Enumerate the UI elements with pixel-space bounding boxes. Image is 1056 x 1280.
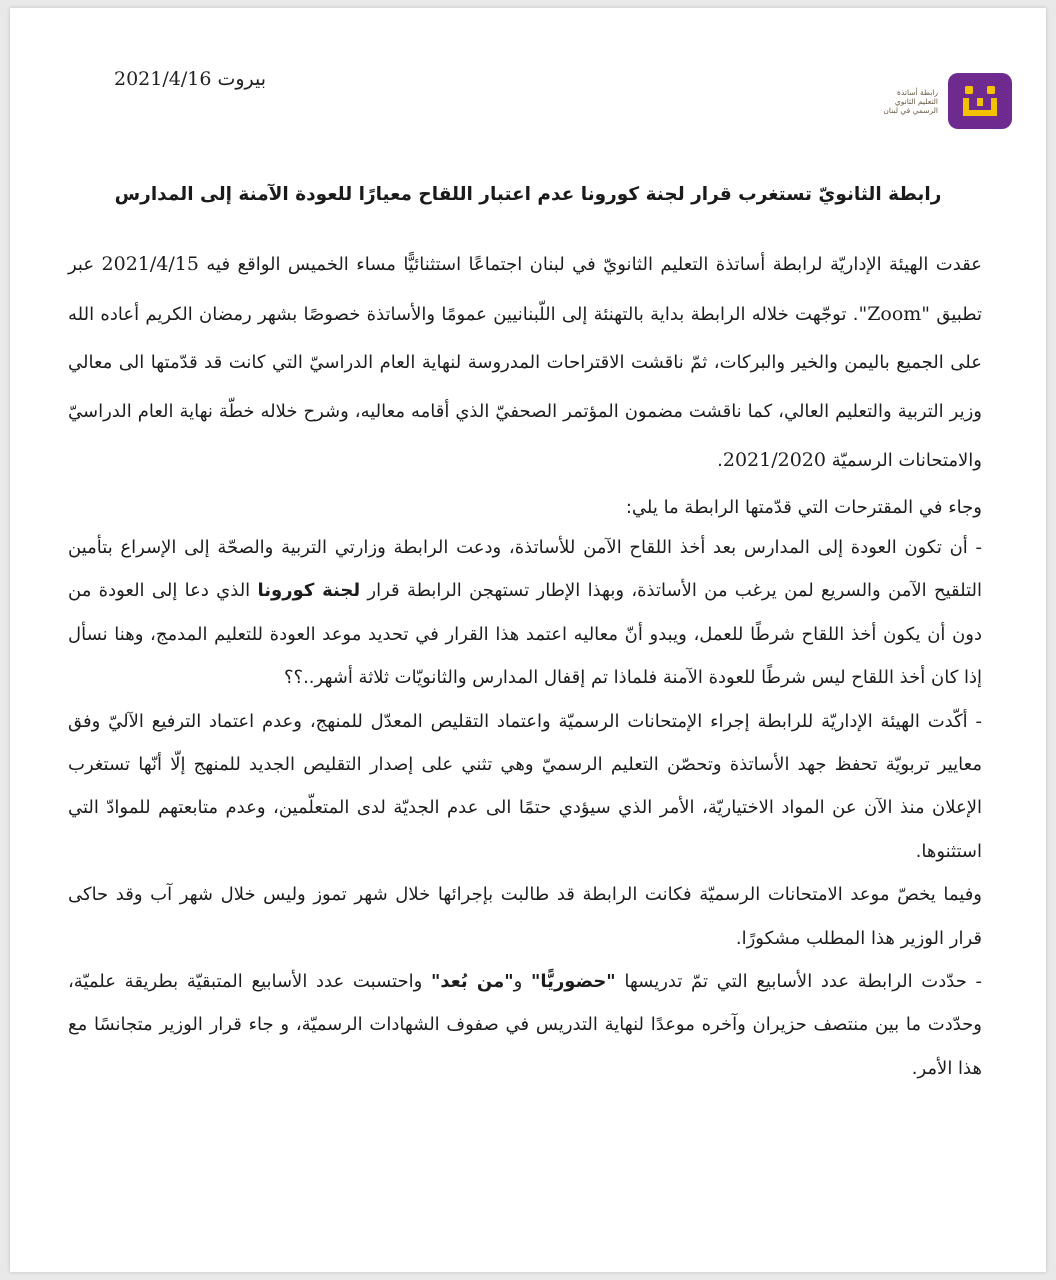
intro-text-3: . توجّهت خلاله الرابطة بداية بالتهنئة إلى اللّبنانيين عمومًا والأساتذة خصوصًا بشهر رمضان الكريم أعاده الله على الجميع باليمن والخير والبركات، ثمّ ناقشت الاقتراحات المدروسة لنهاية العام الدراسيّ التي كانت قد قدّمتها الى معالي وزير التربية والتعليم العالي، كما ناقشت مضمون المؤتمر الصحفيّ الذي أقامه معاليه، وشرح خلاله خطّة نهاية العام الدراسيّ والامتحانات الرسميّة [68,303,982,472]
item-3-paragraph: وفيما يخصّ موعد الامتحانات الرسميّة فكانت الرابطة قد طالبت بإجرائها خلال شهر تموز وليس خلال شهر آب وقد حاكى قرار الوزير هذا المطلب مشكورًا. [68,884,982,949]
item-4-bold-2: "من بُعد" [431,971,514,993]
intro-date: 2021/4/15 [101,253,199,275]
headline: رابطة الثانويّ تستغرب قرار لجنة كورونا عدم اعتبار اللقاح معيارًا للعودة الآمنة إلى المدارس [114,184,942,205]
item-4-text-2: و [513,971,532,993]
intro-text-1: عقدت الهيئة الإداريّة لرابطة أساتذة التعليم الثانويّ في لبنان اجتماعًا استثنائيًّا مساء الخميس الواقع فيه [198,254,982,275]
logo-glyph [959,82,1001,120]
city-label: بيروت [217,68,267,90]
item-1-bold: لجنة كورونا [257,580,361,602]
intro-text-2: عبر تطبيق [68,254,982,325]
logo-text: رابطة أساتذة التعليم الثانوي الرسمي في لبنان [883,87,938,115]
item-4-bold-1: "حضوريًّا" [531,971,616,993]
item-1-paragraph [68,526,982,700]
item-4-text-3: واحتسبت عدد الأسابيع المتبقيّة بطريقة علميّة، وحدّدت ما بين منتصف حزيران وآخره موعدًا لنهاية التدريس في صفوف الشهادات الرسميّة، و جاء قرار الوزير متجانسًا مع هذا الأمر. [68,971,982,1079]
item-1-text-1: - أن تكون العودة إلى المدارس بعد أخذ اللقاح الآمن للأساتذة، ودعت الرابطة وزارتي التربية والصحّة إلى الإسراع بتأمين التلقيح الآمن والسريع لمن يرغب من الأساتذة، وبهذا الإطار تستهجن الرابطة قرار [68,536,982,602]
item-4-paragraph [68,960,982,1090]
lead-paragraph: وجاء في المقترحات التي قدّمتها الرابطة ما يلي: [625,496,982,518]
logo-mark-icon [948,73,1012,129]
date-line [114,68,266,90]
date-value: 2021/4/16 [114,68,212,90]
league-logo [878,73,1012,129]
intro-app-name: "Zoom" [858,302,931,325]
body-text [68,240,982,1090]
intro-paragraph [68,240,982,486]
item-2-paragraph: - أكّدت الهيئة الإداريّة للرابطة إجراء الإمتحانات الرسميّة واعتماد التقليص المعدّل للمنهج، وعدم اعتماد الترفيع الآليّ وفق معايير تربويّة تحفظ جهد الأساتذة وتحصّن التعليم الرسميّ وهي تثني على إصدار التقليص الجديد للمنهج إلّا أنّها تستغرب الإعلان منذ الآن عن المواد الاختياريّة، الأمر الذي سيؤدي حتمًا الى عدم الجديّة لدى المتعلّمين، وعدم متابعتهم للموادّ التي استثنوها. [68,710,982,862]
item-1-text-2: الذي دعا إلى العودة من دون أن يكون أخذ اللقاح شرطًا للعمل، ويبدو أنّ معاليه اعتمد هذا القرار في تحديد موعد العودة للتعليم المدمج، وهنا نسأل إذا كان أخذ اللقاح ليس شرطًا للعودة الآمنة فلماذا تم إقفال المدارس والثانويّات ثلاثة أشهر..؟؟ [68,580,982,689]
intro-year: 2021/2020 [722,449,826,472]
intro-text-4: . [717,450,723,472]
item-4-text-1: - حدّدت الرابطة عدد الأسابيع التي تمّ تدريسها [615,971,983,993]
document-page [10,8,1046,1272]
